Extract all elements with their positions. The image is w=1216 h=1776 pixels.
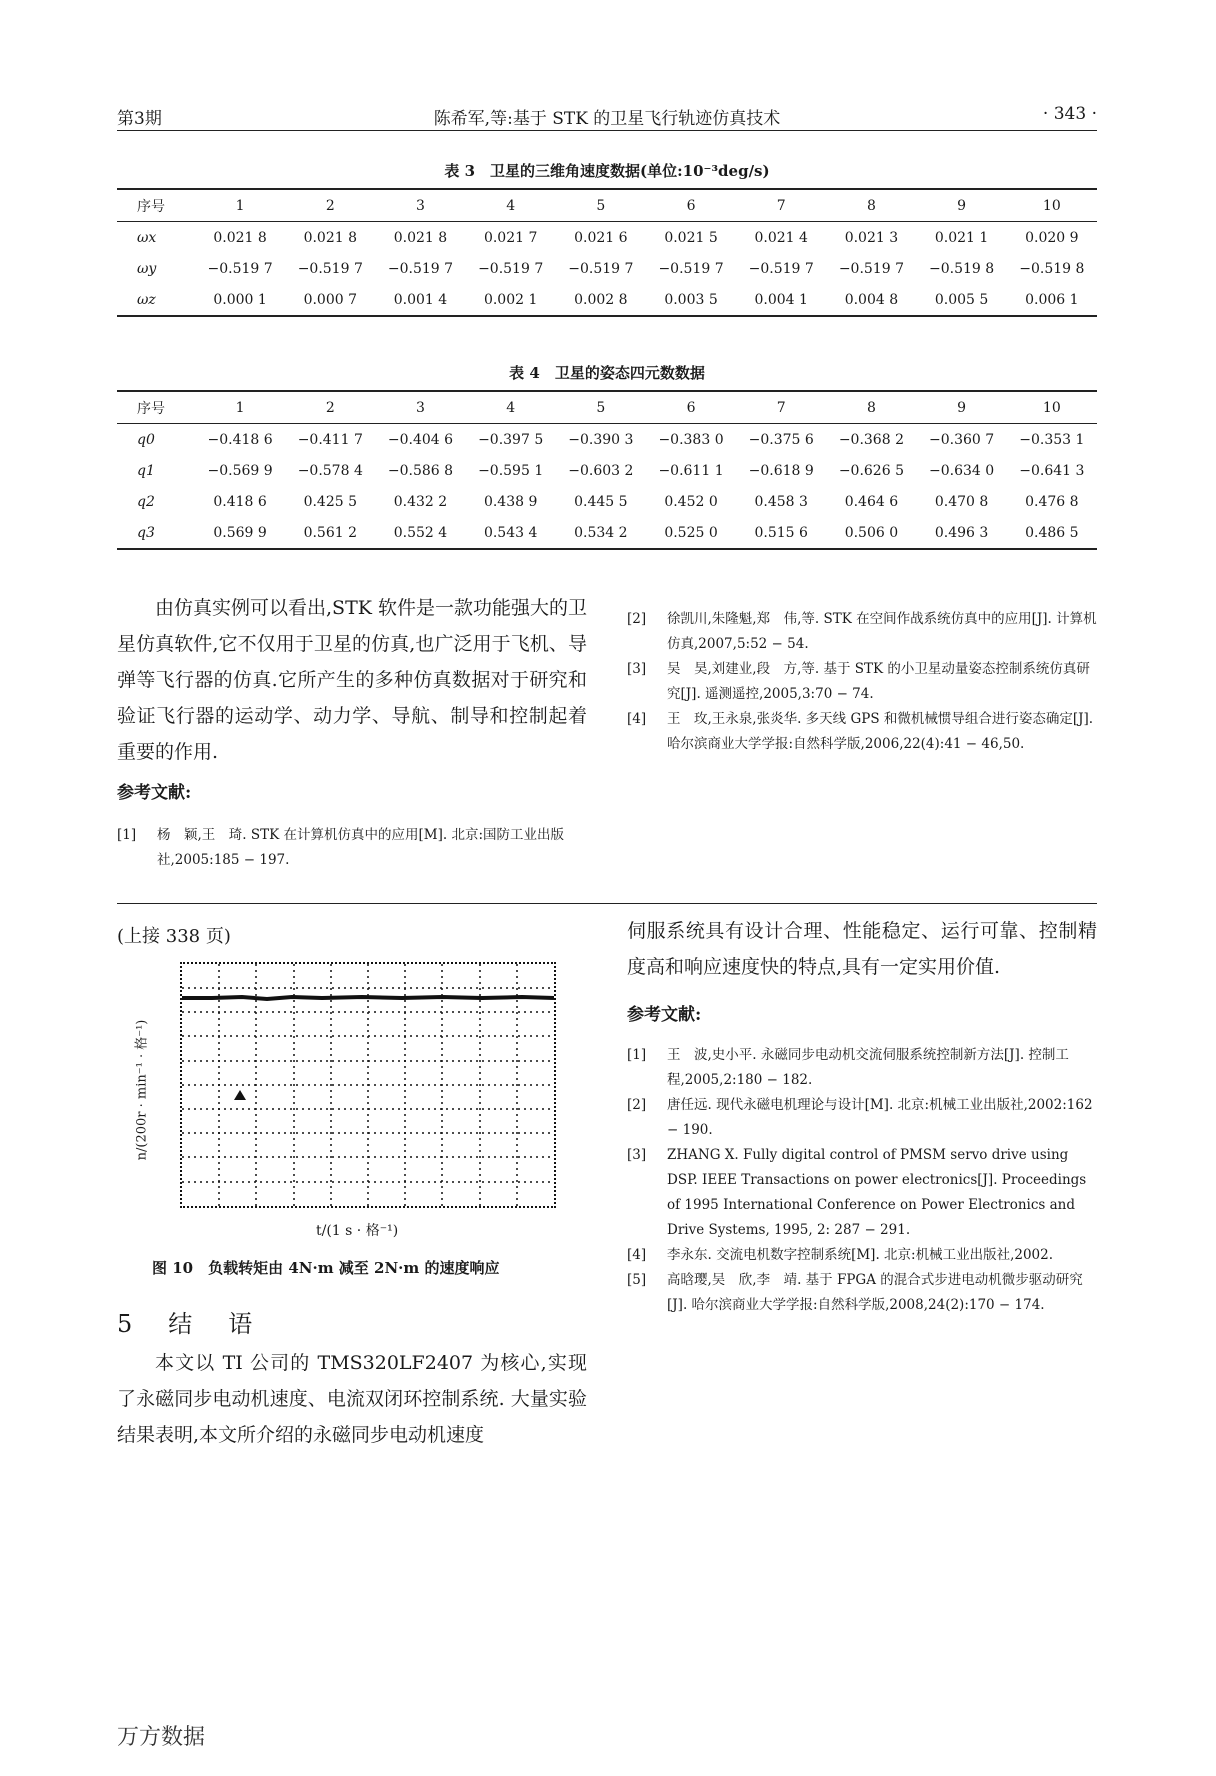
table4-header-cell: 9	[957, 399, 967, 416]
table-row	[117, 455, 1097, 486]
table-cell: −0.603 2	[568, 462, 634, 479]
table-cell: 0.438 9	[483, 493, 538, 510]
reference-text: 吴 昊,刘建业,段 方,等. 基于 STK 的小卫星动量姿态控制系统仿真研究[J]. 遥测遥控,2005,3:70 − 74.	[667, 661, 1090, 702]
table-cell: −0.626 5	[838, 462, 904, 479]
upper-references-list	[627, 607, 1097, 757]
table-cell: 0.425 5	[303, 493, 357, 510]
table4-header-cell: 3	[416, 399, 425, 416]
table-cell: −0.578 4	[297, 462, 363, 479]
table3-header-label: 序号	[137, 198, 165, 215]
table3-header-cell: 2	[325, 197, 335, 214]
reference-number: [4]	[627, 1247, 647, 1263]
table3-header-cell: 3	[416, 197, 425, 214]
journal-issue: 第3期	[117, 109, 162, 129]
table-cell: −0.404 6	[387, 431, 454, 448]
scope-grid	[182, 964, 554, 1206]
table-cell: −0.360 7	[929, 431, 995, 448]
list-item	[627, 1243, 1097, 1268]
table-cell: 0.002 8	[574, 291, 628, 308]
table4-header-cell: 5	[596, 399, 606, 416]
list-item	[627, 1093, 1097, 1143]
table4-header-cell: 6	[686, 399, 696, 416]
reference-text: ZHANG X. Fully digital control of PMSM servo drive using DSP. IEEE Transactions on power electronics[J]. Proceedings of 1995 International Conference on Power Electronics and Drive Systems, 1995, 2: 287 − 291.	[667, 1147, 1087, 1238]
table-cell: −0.618 9	[748, 462, 814, 479]
table-cell: −0.390 3	[568, 431, 634, 448]
table-cell: 0.432 2	[393, 493, 448, 510]
table3-header-cell: 4	[506, 197, 516, 214]
table-cell: 0.458 3	[754, 493, 808, 510]
table-cell: −0.519 7	[207, 260, 273, 277]
row-label: q3	[137, 524, 155, 541]
table-cell: −0.418 6	[207, 431, 273, 448]
table3-header-cell: 9	[957, 197, 967, 214]
table3-header-cell: 7	[776, 197, 786, 214]
reference-number: [3]	[627, 661, 647, 677]
table-cell: 0.021 8	[213, 229, 267, 246]
table-cell: 0.000 1	[213, 291, 267, 308]
table-cell: −0.519 8	[929, 260, 995, 277]
table-cell: 0.552 4	[393, 524, 448, 541]
table-cell: 0.561 2	[303, 524, 357, 541]
table-cell: 0.021 5	[664, 229, 718, 246]
conclusion-paragraph: 由仿真实例可以看出,STK 软件是一款功能强大的卫星仿真软件,它不仅用于卫星的仿真,也广泛用于飞机、导弹等飞行器的仿真.它所产生的多种仿真数据对于研究和验证飞行器的运动学、动力学、导航、制导和控制起着重要的作用.	[117, 597, 587, 763]
list-item	[627, 1268, 1097, 1318]
table-cell: −0.611 1	[658, 462, 724, 479]
table-cell: 0.021 8	[393, 229, 448, 246]
lower-references-list	[627, 1043, 1097, 1318]
table-cell: −0.411 7	[297, 431, 363, 448]
table-cell: 0.002 1	[483, 291, 538, 308]
table-row	[117, 424, 1097, 456]
summary-paragraph-right: 伺服系统具有设计合理、性能稳定、运行可靠、控制精度高和响应速度快的特点,具有一定实用价值.	[627, 920, 1097, 978]
list-item	[627, 607, 1097, 657]
table-row	[117, 253, 1097, 284]
table-cell: −0.595 1	[478, 462, 544, 479]
row-label: q1	[137, 462, 155, 479]
table-cell: 0.476 8	[1025, 493, 1079, 510]
table-row	[117, 222, 1097, 254]
references-heading: 参考文献:	[627, 1005, 702, 1025]
reference-number: [1]	[627, 1047, 647, 1063]
reference-text: 王 玫,王永泉,张炎华. 多天线 GPS 和微机械惯导组合进行姿态确定[J]. 哈尔滨商业大学学报:自然科学版,2006,22(4):41 − 46,50.	[667, 711, 1094, 752]
table-cell: −0.586 8	[387, 462, 454, 479]
marker-arrow-icon	[234, 1090, 246, 1100]
table4-header-cell: 2	[325, 399, 335, 416]
table-cell: −0.634 0	[929, 462, 995, 479]
speed-trace	[182, 997, 554, 999]
table-cell: 0.470 8	[934, 493, 989, 510]
table-cell: −0.519 7	[748, 260, 814, 277]
row-label: ωz	[137, 291, 156, 308]
table-cell: −0.519 7	[478, 260, 544, 277]
table-cell: 0.021 8	[303, 229, 357, 246]
reference-text: 杨 颖,王 琦. STK 在计算机仿真中的应用[M]. 北京:国防工业出版社,2005:185 − 197.	[157, 827, 564, 868]
table-cell: −0.641 3	[1019, 462, 1085, 479]
table4-header-label: 序号	[137, 400, 165, 417]
table-cell: 0.001 4	[393, 291, 448, 308]
reference-number: [5]	[627, 1272, 647, 1288]
row-label: q2	[137, 493, 155, 510]
running-title: 陈希军,等:基于 STK 的卫星飞行轨迹仿真技术	[433, 109, 781, 129]
reference-text: 高晗璎,吴 欣,李 靖. 基于 FPGA 的混合式步进电动机微步驱动研究[J]. 哈尔滨商业大学学报:自然科学版,2008,24(2):170 − 174.	[667, 1272, 1083, 1313]
page-number: · 343 ·	[1042, 104, 1097, 124]
table4-header-cell: 4	[506, 399, 516, 416]
table-cell: 0.003 5	[664, 291, 718, 308]
table-cell: 0.445 5	[574, 493, 628, 510]
table4-header-cell: 10	[1042, 399, 1061, 416]
header-rule	[117, 130, 1097, 131]
table-cell: 0.525 0	[664, 524, 718, 541]
table3-header-cell: 10	[1042, 197, 1061, 214]
list-item	[627, 1143, 1097, 1243]
table3-header-cell: 1	[235, 197, 245, 214]
table-cell: 0.000 7	[303, 291, 357, 308]
summary-paragraph-left: 本文以 TI 公司的 TMS320LF2407 为核心,实现了永磁同步电动机速度、电流双闭环控制系统. 大量实验结果表明,本文所介绍的永磁同步电动机速度	[117, 1352, 587, 1446]
table-row	[117, 284, 1097, 316]
table-cell: −0.519 7	[658, 260, 724, 277]
table-cell: 0.418 6	[213, 493, 267, 510]
table-cell: 0.020 9	[1025, 229, 1079, 246]
continued-note: (上接 338 页)	[117, 926, 231, 947]
reference-number: [2]	[627, 1097, 647, 1113]
table4-header-cell: 1	[235, 399, 245, 416]
table-cell: −0.397 5	[478, 431, 544, 448]
table-cell: 0.543 4	[483, 524, 538, 541]
row-label: q0	[137, 431, 155, 448]
table-cell: −0.519 7	[568, 260, 634, 277]
reference-text: 王 波,史小平. 永磁同步电动机交流伺服系统控制新方法[J]. 控制工程,2005,2:180 − 182.	[667, 1047, 1069, 1088]
table-cell: 0.021 4	[754, 229, 808, 246]
table3-caption: 表 3 卫星的三维角速度数据(单位:10⁻³deg/s)	[444, 162, 770, 180]
figure-caption: 图 10 负载转矩由 4N·m 减至 2N·m 的速度响应	[152, 1259, 500, 1277]
table-cell: 0.021 7	[483, 229, 538, 246]
table3-header-cell: 5	[596, 197, 606, 214]
table-cell: −0.383 0	[658, 431, 724, 448]
table-cell: 0.464 6	[844, 493, 899, 510]
references-heading: 参考文献:	[117, 783, 192, 803]
article-separator-rule	[117, 903, 1097, 904]
table4-caption: 表 4 卫星的姿态四元数数据	[509, 364, 705, 382]
table-cell: −0.375 6	[748, 431, 814, 448]
list-item	[627, 1043, 1097, 1093]
table4-header-cell: 7	[776, 399, 786, 416]
table-cell: 0.021 1	[934, 229, 989, 246]
reference-text: 唐任远. 现代永磁电机理论与设计[M]. 北京:机械工业出版社,2002:162 − 190.	[667, 1097, 1093, 1138]
reference-text: 徐凯川,朱隆魁,郑 伟,等. STK 在空间作战系统仿真中的应用[J]. 计算机仿真,2007,5:52 − 54.	[667, 611, 1097, 652]
table-cell: 0.021 3	[844, 229, 899, 246]
table-cell: −0.519 7	[838, 260, 904, 277]
table-cell: 0.004 8	[844, 291, 899, 308]
reference-number: [3]	[627, 1147, 647, 1163]
list-item	[627, 707, 1097, 757]
table-cell: 0.496 3	[934, 524, 989, 541]
table-cell: 0.486 5	[1025, 524, 1079, 541]
table-cell: 0.569 9	[213, 524, 267, 541]
oscilloscope-plot	[180, 962, 556, 1208]
list-item	[627, 657, 1097, 707]
source-watermark: 万方数据	[117, 1725, 206, 1750]
y-axis-label: n/(200r · min⁻¹ · 格⁻¹)	[134, 1019, 150, 1161]
table-cell: 0.452 0	[664, 493, 718, 510]
table-cell: −0.569 9	[207, 462, 273, 479]
table-row	[117, 517, 1097, 549]
table-cell: −0.368 2	[838, 431, 904, 448]
table-cell: 0.534 2	[574, 524, 628, 541]
reference-number: [4]	[627, 711, 647, 727]
table-cell: 0.515 6	[754, 524, 808, 541]
table3	[117, 188, 1097, 317]
table-row	[117, 486, 1097, 517]
table-cell: 0.021 6	[574, 229, 628, 246]
table-cell: 0.005 5	[934, 291, 989, 308]
reference-number: [2]	[627, 611, 647, 627]
row-label: ωy	[137, 260, 157, 277]
table-cell: 0.004 1	[754, 291, 808, 308]
table-cell: −0.353 1	[1019, 431, 1085, 448]
table-cell: −0.519 7	[387, 260, 454, 277]
reference-item-1	[117, 823, 587, 873]
table-cell: −0.519 8	[1019, 260, 1085, 277]
row-label: ωx	[137, 229, 157, 246]
table-cell: 0.006 1	[1025, 291, 1079, 308]
table3-header-cell: 8	[866, 197, 876, 214]
reference-text: 李永东. 交流电机数字控制系统[M]. 北京:机械工业出版社,2002.	[667, 1247, 1054, 1263]
table4-header-cell: 8	[866, 399, 876, 416]
table4	[117, 390, 1097, 550]
table3-header-cell: 6	[686, 197, 696, 214]
table-cell: 0.506 0	[844, 524, 899, 541]
section-heading: 5 结 语	[117, 1310, 259, 1338]
x-axis-label: t/(1 s · 格⁻¹)	[316, 1223, 399, 1239]
reference-number: [1]	[117, 827, 137, 843]
table-cell: −0.519 7	[297, 260, 363, 277]
